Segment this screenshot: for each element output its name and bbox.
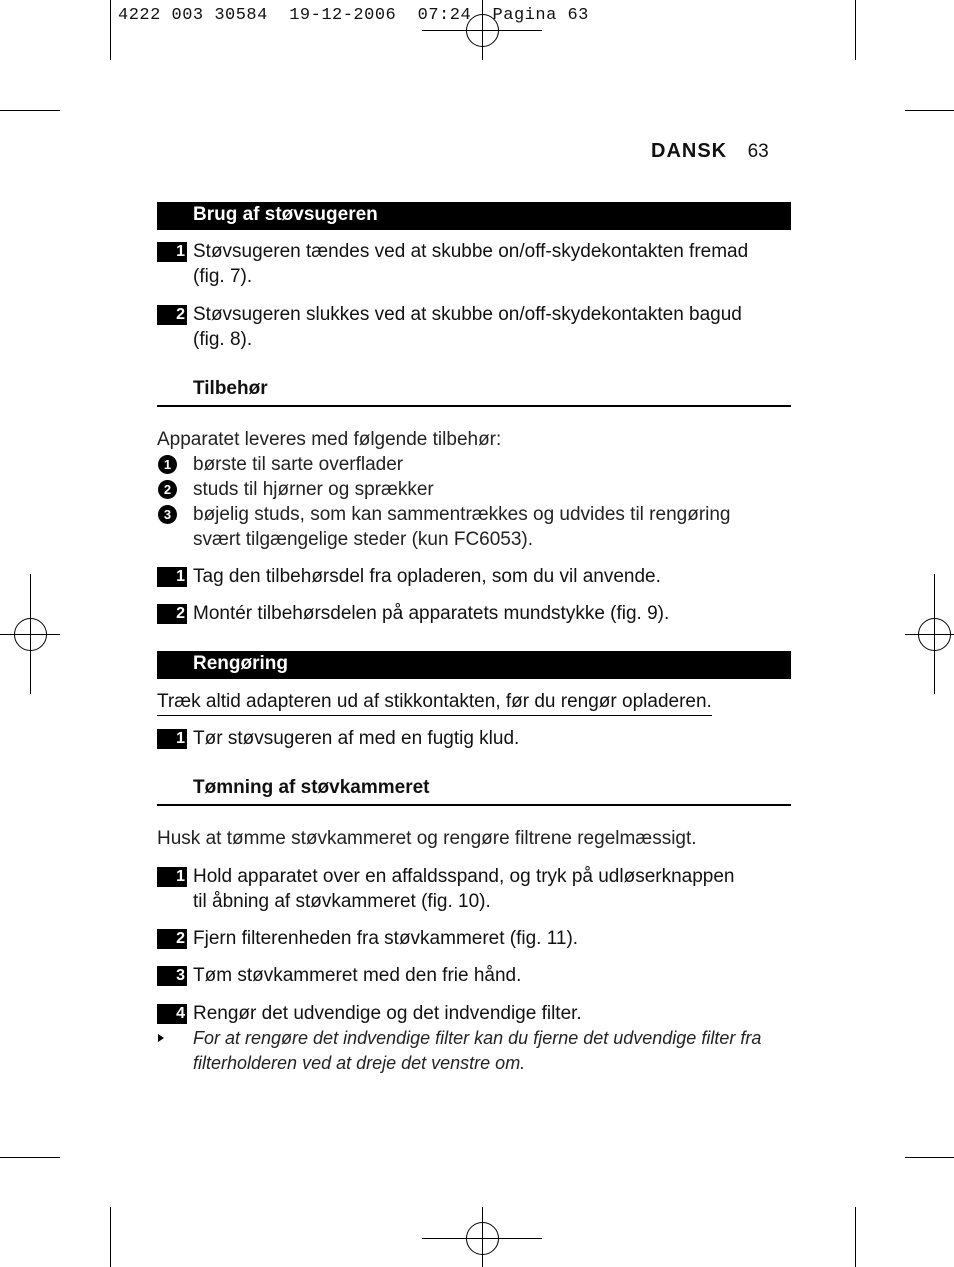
crop-mark	[110, 0, 111, 60]
step-text: Tag den tilbehørsdel fra opladeren, som du vil anvende.	[193, 566, 661, 587]
step-number: 1	[157, 567, 187, 587]
step-number: 2	[157, 929, 187, 949]
step-text: Fjern filterenheden fra støvkammeret (fig. 11).	[193, 928, 579, 949]
accessory-item: børste til sarte overflader	[193, 454, 404, 475]
bullet-arrow-icon	[158, 1034, 164, 1042]
step-line: (fig. 8).	[193, 329, 253, 350]
print-header: 4222 003 30584 19-12-2006 07:24 Pagina 63	[118, 6, 589, 25]
step-text	[193, 302, 793, 352]
crop-mark	[0, 1157, 60, 1158]
tip-line: For at rengøre det indvendige filter kan du fjerne det udvendige filter fra	[193, 1028, 762, 1048]
registration-mark	[918, 618, 951, 651]
intro-text: Apparatet leveres med følgende tilbehør:	[157, 429, 502, 450]
accessory-item	[193, 502, 731, 552]
section-bar-cleaning	[157, 651, 791, 679]
section-title: Brug af støvsugeren	[193, 204, 378, 225]
tip-text	[193, 1026, 793, 1076]
subsection-title: Tømning af støvkammeret	[193, 777, 430, 798]
section-title: Rengøring	[193, 653, 288, 674]
step-number: 4	[157, 1004, 187, 1024]
accessory-marker-1: 1	[158, 455, 177, 474]
step-number: 1	[157, 729, 187, 749]
step-number: 2	[157, 604, 187, 624]
crop-mark	[855, 0, 856, 60]
tip-line: filterholderen ved at dreje det venstre om.	[193, 1053, 526, 1073]
page-number: 63	[747, 141, 769, 162]
step-number: 2	[157, 305, 187, 325]
registration-mark	[14, 618, 47, 651]
language-label: DANSK	[651, 140, 728, 162]
accessory-marker-3: 3	[158, 505, 177, 524]
step-text	[193, 864, 793, 914]
crop-mark	[0, 110, 60, 111]
warning-text: Træk altid adapteren ud af stikkontakten, før du rengør opladeren.	[157, 689, 712, 716]
crop-mark	[110, 1207, 111, 1267]
step-text: Montér tilbehørsdelen på apparatets mundstykke (fig. 9).	[193, 603, 670, 624]
accessory-item: studs til hjørner og sprækker	[193, 479, 434, 500]
step-line: Støvsugeren slukkes ved at skubbe on/off-skydekontakten bagud	[193, 304, 742, 325]
step-line: Støvsugeren tændes ved at skubbe on/off-skydekontakten fremad	[193, 241, 749, 262]
crop-mark	[855, 1207, 856, 1267]
page-header	[651, 140, 769, 163]
step-text	[193, 239, 793, 289]
intro-text: Husk at tømme støvkammeret og rengøre filtrene regelmæssigt.	[157, 828, 697, 849]
accessory-line: bøjelig studs, som kan sammentrækkes og udvides til rengøring	[193, 504, 731, 525]
crop-mark	[905, 1157, 954, 1158]
step-text: Tør støvsugeren af med en fugtig klud.	[193, 728, 520, 749]
step-text: Tøm støvkammeret med den frie hånd.	[193, 965, 522, 986]
step-number: 3	[157, 966, 187, 986]
step-line: til åbning af støvkammeret (fig. 10).	[193, 891, 491, 912]
registration-mark	[466, 1222, 499, 1255]
crop-mark	[905, 110, 954, 111]
step-line: Hold apparatet over en affaldsspand, og tryk på udløserknappen	[193, 866, 735, 887]
accessory-marker-2: 2	[158, 480, 177, 499]
step-text: Rengør det udvendige og det indvendige filter.	[193, 1003, 582, 1024]
step-line: (fig. 7).	[193, 266, 253, 287]
step-number: 1	[157, 867, 187, 887]
divider	[157, 804, 791, 806]
divider	[157, 405, 791, 407]
step-number: 1	[157, 242, 187, 262]
subsection-title: Tilbehør	[193, 378, 268, 399]
accessory-line: svært tilgængelige steder (kun FC6053).	[193, 529, 534, 550]
section-bar-use	[157, 202, 791, 230]
